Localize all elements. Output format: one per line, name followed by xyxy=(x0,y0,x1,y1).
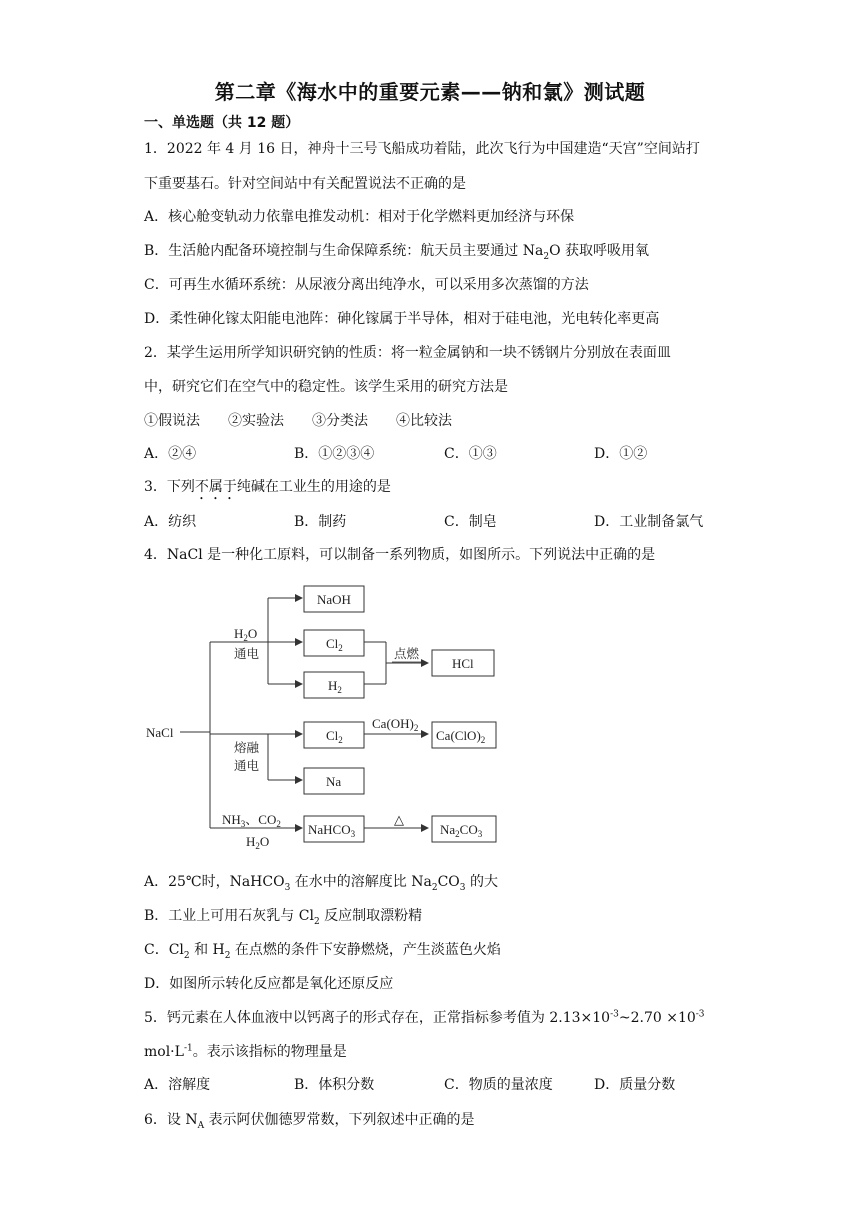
q1-stem-line1: 1．2022 年 4 月 16 日，神舟十三号飞船成功着陆，此次飞行为中国建造“天宫”空间站打 xyxy=(144,141,700,157)
q3-option-a: A．纺织 xyxy=(144,514,197,530)
box-na: Na xyxy=(326,774,342,789)
nacl-flow-diagram xyxy=(142,580,502,860)
q4-option-c: C．$Cl_2$ 和 $H_2$ 在点燃的条件下安静燃烧，产生淡蓝色火焰 xyxy=(144,942,501,961)
q1-stem-line2: 下重要基石。针对空间站中有关配置说法不正确的是 xyxy=(144,176,466,192)
cond-nh3-co2: $NH_3$、$CO_2$ xyxy=(222,812,281,829)
box-cl2-b: $Cl_2$ xyxy=(326,728,343,745)
q2-option-d: D．①② xyxy=(594,446,648,462)
q6-stem: 6．设 $N_A$ 表示阿伏伽德罗常数，下列叙述中正确的是 xyxy=(144,1112,475,1131)
q3-option-c: C．制皂 xyxy=(444,514,497,530)
emphasis-not: 不属于 xyxy=(194,479,237,495)
q4-option-a: A．25℃时，NaHCO$_3$ 在水中的溶解度比 $Na_2CO_3$ 的大 xyxy=(144,874,498,893)
cond-h2o: $H_2O$ xyxy=(246,834,270,851)
q1-option-c: C．可再生水循环系统：从尿液分离出纯净水，可以采用多次蒸馏的方法 xyxy=(144,277,589,293)
q5-option-c: C．物质的量浓度 xyxy=(444,1077,553,1093)
q1-option-b: B．生活舱内配备环境控制与生命保障系统：航天员主要通过 $Na_2O$ 获取呼吸用氧 xyxy=(144,243,650,262)
box-naoh: NaOH xyxy=(317,592,351,607)
section-heading: 一、单选题（共 12 题） xyxy=(144,115,300,131)
page-title: 第二章《海水中的重要元素——钠和氯》测试题 xyxy=(214,80,646,104)
cond-ignite: 点燃 xyxy=(394,646,420,661)
q2-stem-line1: 2．某学生运用所学知识研究钠的性质：将一粒金属钠和一块不锈钢片分别放在表面皿 xyxy=(144,345,671,361)
box-na2co3: $Na_2CO_3$ xyxy=(440,822,483,839)
box-cl2-a: $Cl_2$ xyxy=(326,636,343,653)
q4-option-b: B．工业上可用石灰乳与 $Cl_2$ 反应制取漂粉精 xyxy=(144,908,423,927)
q2-option-b: B．①②③④ xyxy=(294,446,375,462)
cond-electrolysis-2: 通电 xyxy=(234,758,260,773)
q2-stem-line2: 中，研究它们在空气中的稳定性。该学生采用的研究方法是 xyxy=(144,379,508,395)
q5-stem-line2: $mol\cdot L^{-1}$。表示该指标的物理量是 xyxy=(144,1043,347,1060)
box-caclo2: $Ca(ClO)_2$ xyxy=(436,728,486,745)
diagram-nacl: NaCl xyxy=(146,725,174,740)
q5-option-a: A．溶解度 xyxy=(144,1077,211,1093)
q3-option-d: D．工业制备氯气 xyxy=(594,514,704,530)
box-h2: $H_2$ xyxy=(328,678,342,695)
cond-molten: 熔融 xyxy=(234,740,260,755)
cond-electrolysis-1: 通电 xyxy=(234,646,260,661)
q2-option-a: A．②④ xyxy=(144,446,197,462)
q5-option-d: D．质量分数 xyxy=(594,1077,676,1093)
q2-methods: ①假说法 ②实验法 ③分类法 ④比较法 xyxy=(144,413,452,429)
q5-option-b: B．体积分数 xyxy=(294,1077,375,1093)
cond-caoh2: $Ca(OH)_2$ xyxy=(372,716,419,733)
q4-stem: 4．NaCl 是一种化工原料，可以制备一系列物质，如图所示。下列说法中正确的是 xyxy=(144,547,656,563)
q3-option-b: B．制药 xyxy=(294,514,347,530)
q2-option-c: C．①③ xyxy=(444,446,497,462)
q3-stem: 3．下列不属于纯碱在工业生的用途的是 xyxy=(144,479,391,495)
q5-stem-line1: 5．钙元素在人体血液中以钙离子的形式存在，正常指标参考值为 $2.13\times 10^{-3}\sim 2.70 \times 10^{-3}$ xyxy=(144,1009,705,1026)
q1-option-d: D．柔性砷化镓太阳能电池阵：砷化镓属于半导体，相对于硅电池，光电转化率更高 xyxy=(144,311,660,327)
cond-heat: △ xyxy=(394,812,404,827)
box-hcl: HCl xyxy=(452,656,474,671)
box-nahco3: NaHCO$_3$ xyxy=(308,822,356,839)
q1-option-a: A．核心舱变轨动力依靠电推发动机：相对于化学燃料更加经济与环保 xyxy=(144,209,575,225)
q4-option-d: D．如图所示转化反应都是氧化还原反应 xyxy=(144,976,394,992)
cond-water: $H_2O$ xyxy=(234,626,258,643)
